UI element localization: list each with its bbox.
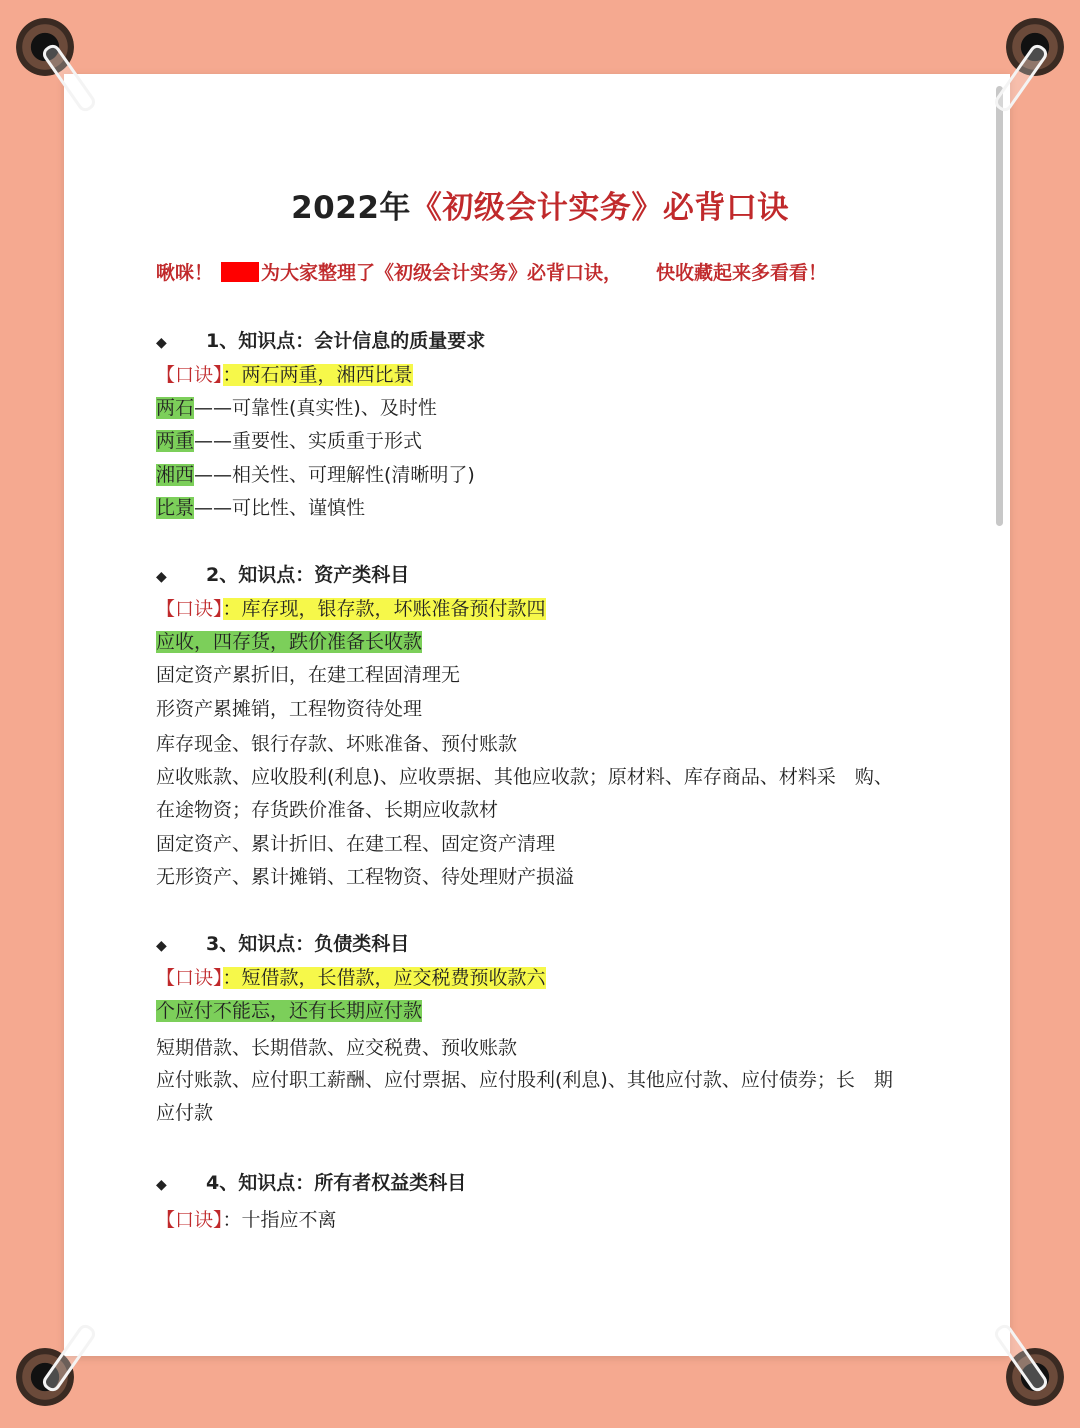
section-1-row: 比景——可比性、谨慎性 (156, 497, 366, 519)
intro-call: 快收藏起来多看看！ (656, 262, 828, 284)
intro-body: 为大家整理了《初级会计实务》必背口诀， (261, 262, 623, 284)
section-2-mnemonic-cont: 应收，四存货，跌价准备长收款 (156, 631, 423, 653)
mnemonic-label: 【口诀】 (156, 598, 223, 620)
bullet-icon: ◆ (156, 335, 167, 351)
section-3-mnemonic (156, 965, 546, 991)
bullet-icon: ◆ (156, 1177, 167, 1193)
mnemonic-label: 【口诀】 (156, 364, 223, 386)
title-year: 2022年 (291, 190, 411, 226)
section-2-line: 固定资产、累计折旧、在建工程、固定资产清理 (156, 833, 556, 855)
intro-line (156, 258, 827, 285)
section-2-line: 无形资产、累计摊销、工程物资、待处理财产损溢 (156, 866, 575, 888)
section-2-line: 库存现金、银行存款、坏账准备、预付账款 (156, 733, 518, 755)
mnemonic-label: 【口诀】 (156, 967, 223, 989)
section-1-heading: ◆ 1、知识点：会计信息的质量要求 (156, 328, 485, 356)
section-1-row: 两重——重要性、实质重于形式 (156, 430, 423, 452)
section-2-line: 在途物资；存货跌价准备、长期应收款材 (156, 799, 499, 821)
section-3-mnemonic-cont: 个应付不能忘，还有长期应付款 (156, 1000, 423, 1022)
section-3-line: 应付款 (156, 1102, 214, 1124)
mnemonic-text: ：库存现，银存款，坏账准备预付款四 (222, 598, 546, 620)
mnemonic-text: ：十指应不离 (222, 1209, 337, 1231)
redaction-block (221, 262, 259, 282)
section-3-line: 短期借款、长期借款、应交税费、预收账款 (156, 1037, 518, 1059)
section-1-row: 两石——可靠性(真实性)、及时性 (156, 397, 437, 419)
section-2-mnemonic (156, 596, 546, 622)
section-2-line: 形资产累摊销，工程物资待处理 (156, 698, 423, 720)
scrollbar[interactable] (996, 86, 1003, 526)
title-book: 《初级会计实务》必背口诀 (410, 190, 789, 226)
mnemonic-label: 【口诀】 (156, 1209, 223, 1231)
mnemonic-text: ：两石两重，湘西比景 (222, 364, 413, 386)
bullet-icon: ◆ (156, 569, 167, 585)
section-2-line: 固定资产累折旧，在建工程固清理无 (156, 664, 461, 686)
bullet-icon: ◆ (156, 938, 167, 954)
section-2-line: 应收账款、应收股利(利息)、应收票据、其他应收款；原材料、库存商品、材料采 购、 (156, 766, 893, 788)
section-4-heading: ◆ 4、知识点：所有者权益类科目 (156, 1170, 466, 1198)
section-4-mnemonic (156, 1207, 337, 1233)
section-2-heading: ◆ 2、知识点：资产类科目 (156, 562, 409, 590)
section-1-row: 湘西——相关性、可理解性(清晰明了) (156, 464, 475, 486)
mnemonic-text: ：短借款，长借款，应交税费预收款六 (222, 967, 546, 989)
section-3-line: 应付账款、应付职工薪酬、应付票据、应付股利(利息)、其他应付款、应付债券；长 期 (156, 1069, 893, 1091)
page-title (0, 182, 1080, 227)
section-1-mnemonic (156, 362, 413, 388)
intro-greeting: 啾咪！ (156, 262, 214, 284)
section-3-heading: ◆ 3、知识点：负债类科目 (156, 931, 409, 959)
